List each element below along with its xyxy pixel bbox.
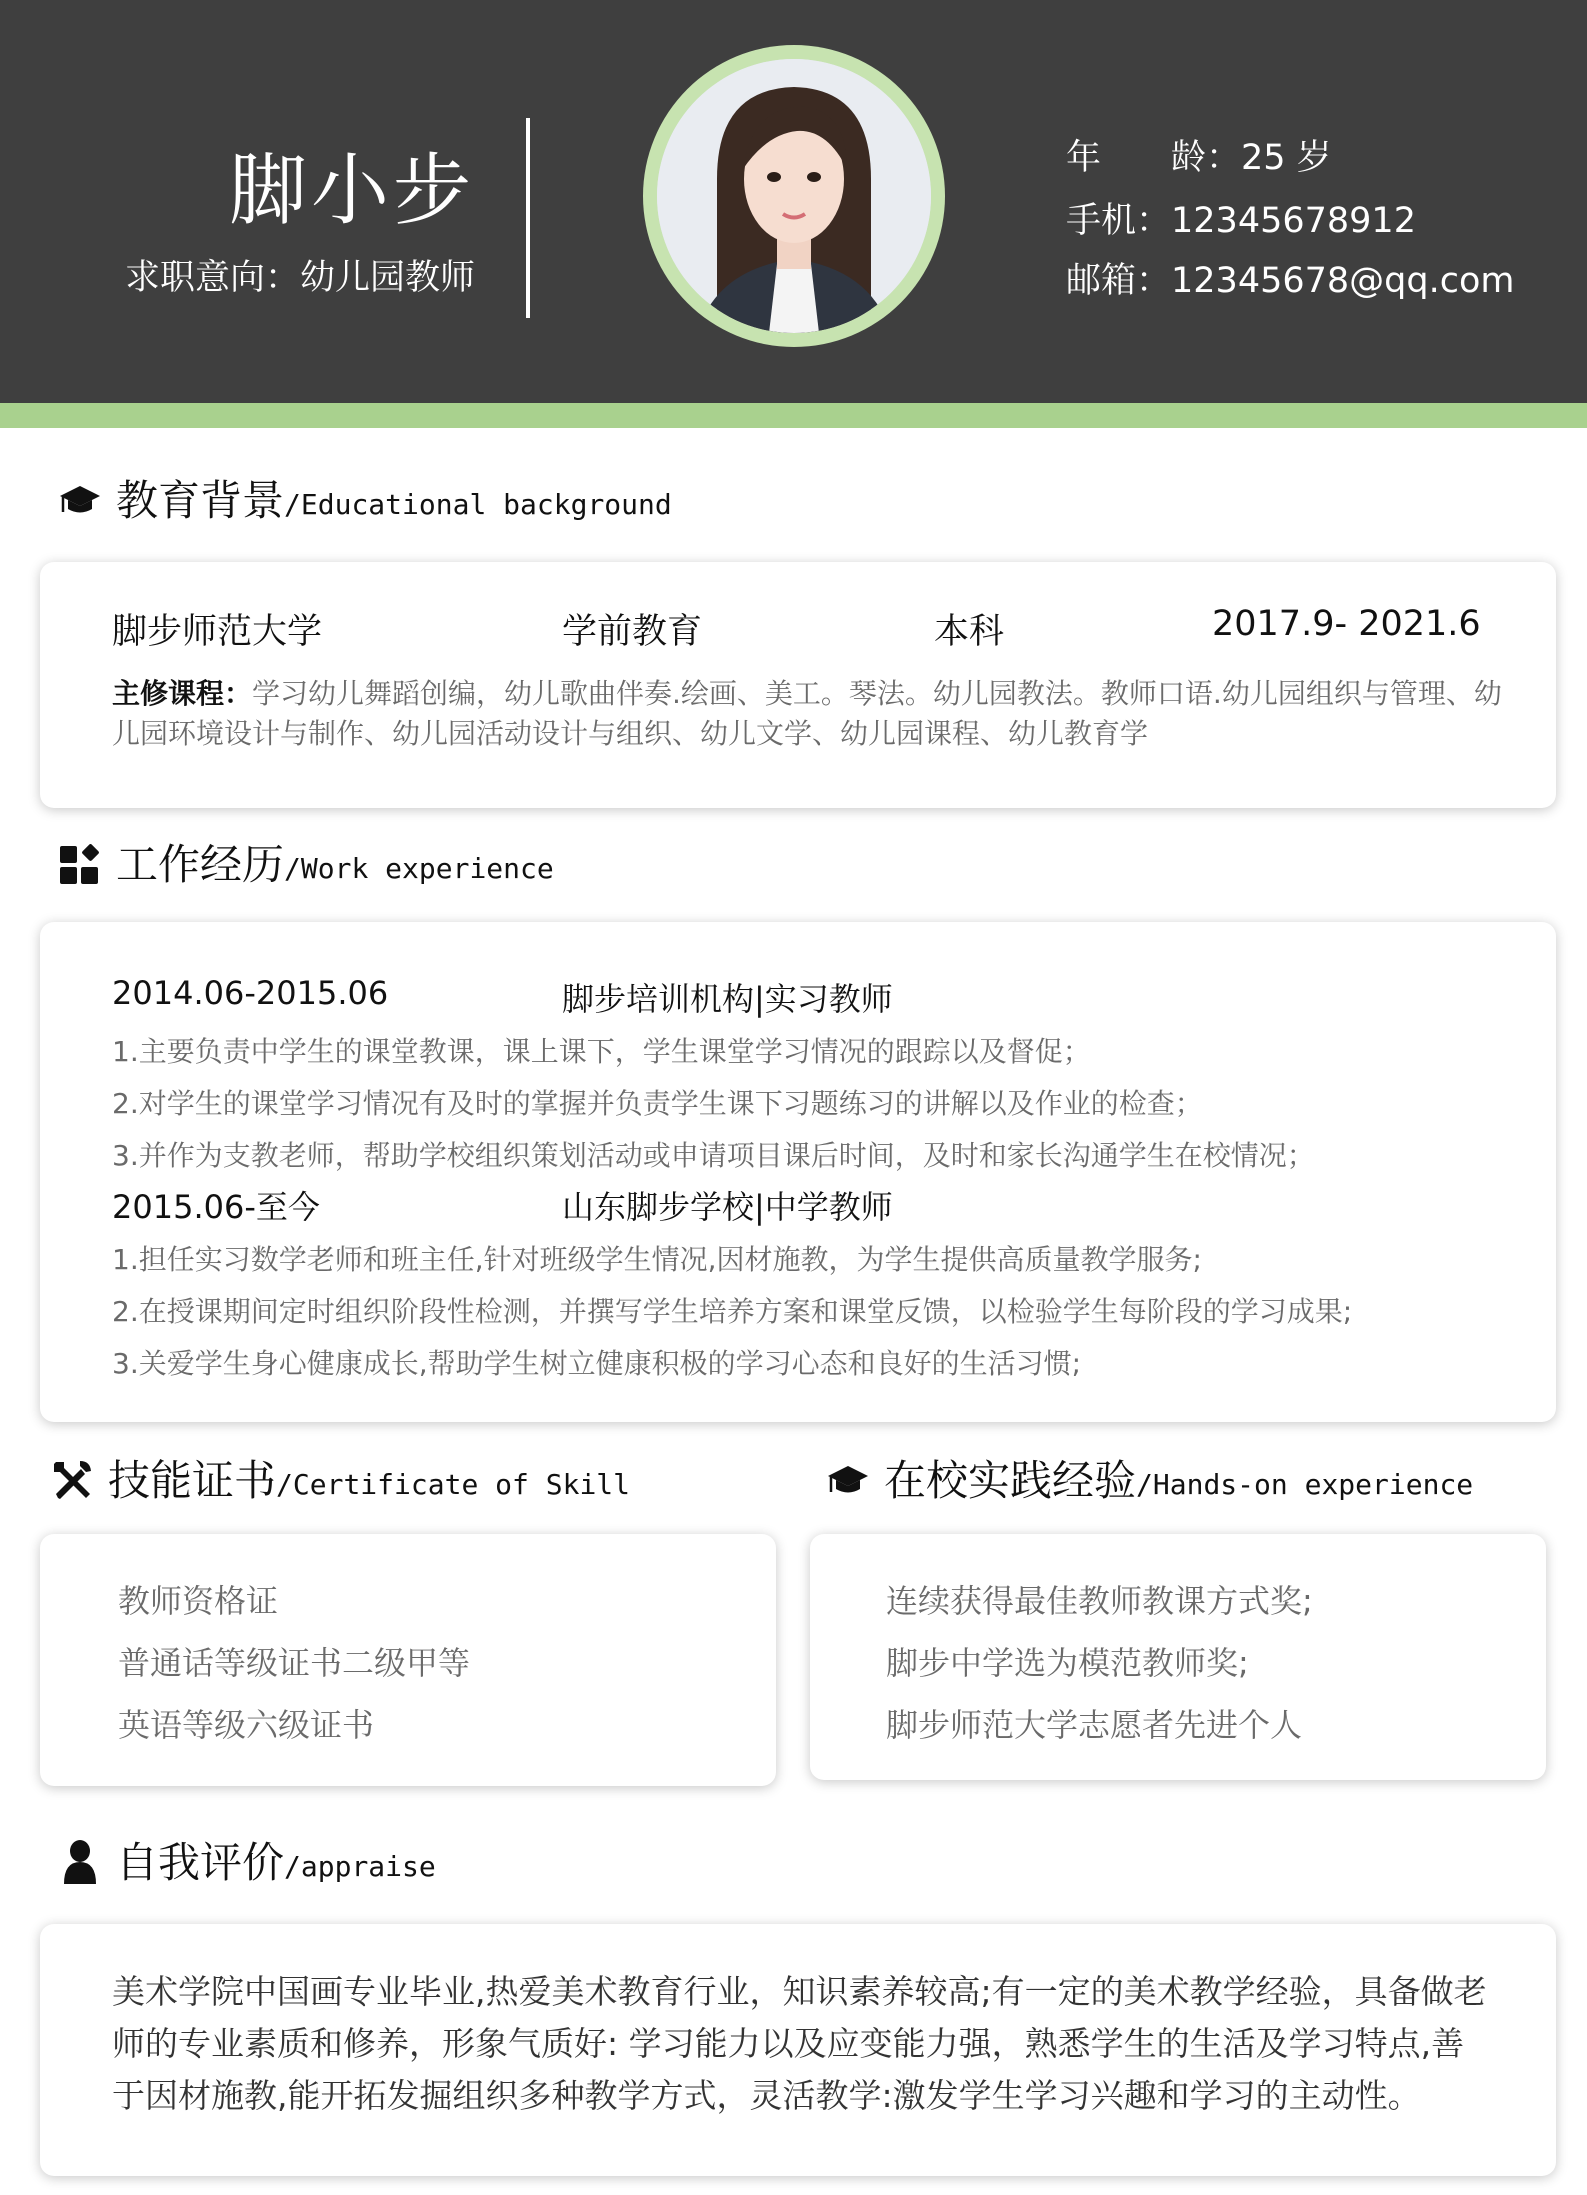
- skill-item: 普通话等级证书二级甲等: [118, 1644, 471, 1682]
- header-divider: [526, 118, 530, 318]
- work-title-cn: 工作经历: [116, 840, 285, 889]
- apps-grid-icon: [58, 842, 102, 886]
- education-section-title: [58, 476, 672, 525]
- phone-label: 手机：: [1066, 201, 1172, 241]
- practice-section-title: [826, 1456, 1474, 1505]
- job-objective: 求职意向：幼儿园教师: [124, 258, 475, 298]
- course-text: 学习幼儿舞蹈创编，幼儿歌曲伴奏.绘画、美工。琴法。幼儿园教法。教师口语.幼儿园组织与管理、幼儿园环境设计与制作、幼儿园活动设计与组织、幼儿文学、幼儿园课程、幼儿教育学: [112, 677, 1502, 750]
- appraise-section-title: [58, 1838, 436, 1887]
- education-degree: 本科: [934, 612, 1005, 652]
- skill-item: 教师资格证: [118, 1582, 279, 1620]
- education-title-en: /Educational background: [284, 488, 672, 522]
- job-duty: 1.担任实习数学老师和班主任,针对班级学生情况,因材施教，为学生提供高质量教学服务;: [112, 1243, 1202, 1276]
- candidate-name: 脚小步: [228, 146, 475, 236]
- practice-item: 脚步中学选为模范教师奖;: [886, 1644, 1249, 1682]
- age-value: 25 岁: [1241, 138, 1332, 178]
- practice-item: 连续获得最佳教师教课方式奖;: [886, 1582, 1313, 1620]
- education-school: 脚步师范大学: [112, 612, 323, 652]
- practice-item: 脚步师范大学志愿者先进个人: [886, 1706, 1303, 1744]
- education-period: 2017.9- 2021.6: [1212, 604, 1481, 644]
- job-duty: 3.并作为支教老师，帮助学校组织策划活动或申请项目课后时间，及时和家长沟通学生在校情况；: [112, 1139, 1315, 1172]
- email-value: 12345678@qq.com: [1171, 261, 1515, 301]
- job-org: 山东脚步学校|中学教师: [562, 1188, 893, 1226]
- header-accent-stripe: [0, 403, 1587, 428]
- practice-title-en: /Hands-on experience: [1136, 1468, 1474, 1502]
- job-duty: 2.在授课期间定时组织阶段性检测，并撰写学生培养方案和课堂反馈，以检验学生每阶段的学习成果;: [112, 1295, 1353, 1328]
- graduation-cap-icon: [826, 1458, 870, 1502]
- person-icon: [58, 1840, 102, 1884]
- age-label: 年 龄：: [1066, 138, 1242, 178]
- tools-icon: [50, 1458, 94, 1502]
- email-label: 邮箱：: [1066, 261, 1172, 301]
- work-title-en: /Work experience: [284, 852, 554, 886]
- course-label: 主修课程：: [112, 677, 253, 710]
- education-major: 学前教育: [562, 612, 703, 652]
- avatar-frame: [643, 45, 945, 347]
- appraise-title-cn: 自我评价: [116, 1838, 285, 1887]
- education-courses: [112, 674, 1512, 754]
- skills-section-title: [50, 1456, 631, 1505]
- skills-title-cn: 技能证书: [108, 1456, 277, 1505]
- job-duty: 3.关爱学生身心健康成长,帮助学生树立健康积极的学习心态和良好的生活习惯;: [112, 1347, 1082, 1380]
- skill-item: 英语等级六级证书: [118, 1706, 375, 1744]
- graduation-cap-icon: [58, 478, 102, 522]
- job-period: 2015.06-至今: [112, 1188, 320, 1226]
- education-title-cn: 教育背景: [116, 476, 285, 525]
- appraise-title-en: /appraise: [284, 1850, 436, 1884]
- avatar: [657, 59, 931, 333]
- job-org: 脚步培训机构|实习教师: [562, 980, 893, 1018]
- age-line: [1066, 130, 1332, 180]
- job-duty: 2.对学生的课堂学习情况有及时的掌握并负责学生课下习题练习的讲解以及作业的检查；: [112, 1087, 1203, 1120]
- skills-title-en: /Certificate of Skill: [276, 1468, 631, 1502]
- phone-value: 12345678912: [1171, 201, 1416, 241]
- work-section-title: [58, 840, 554, 889]
- job-duty: 1.主要负责中学生的课堂教课，课上课下，学生课堂学习情况的跟踪以及督促；: [112, 1035, 1091, 1068]
- job-period: 2014.06-2015.06: [112, 974, 389, 1012]
- email-line: [1066, 253, 1514, 303]
- practice-title-cn: 在校实践经验: [884, 1456, 1137, 1505]
- phone-line: [1066, 193, 1416, 243]
- appraise-text: 美术学院中国画专业毕业,热爱美术教育行业，知识素养较高;有一定的美术教学经验，具备做老师的专业素质和修养，形象气质好: 学习能力以及应变能力强，熟悉学生的生活及学习特点,善于因材施教,能开拓发掘组织多种教学方式，灵活教学:激发学生学习兴趣和学习的主动性。: [112, 1972, 1487, 2115]
